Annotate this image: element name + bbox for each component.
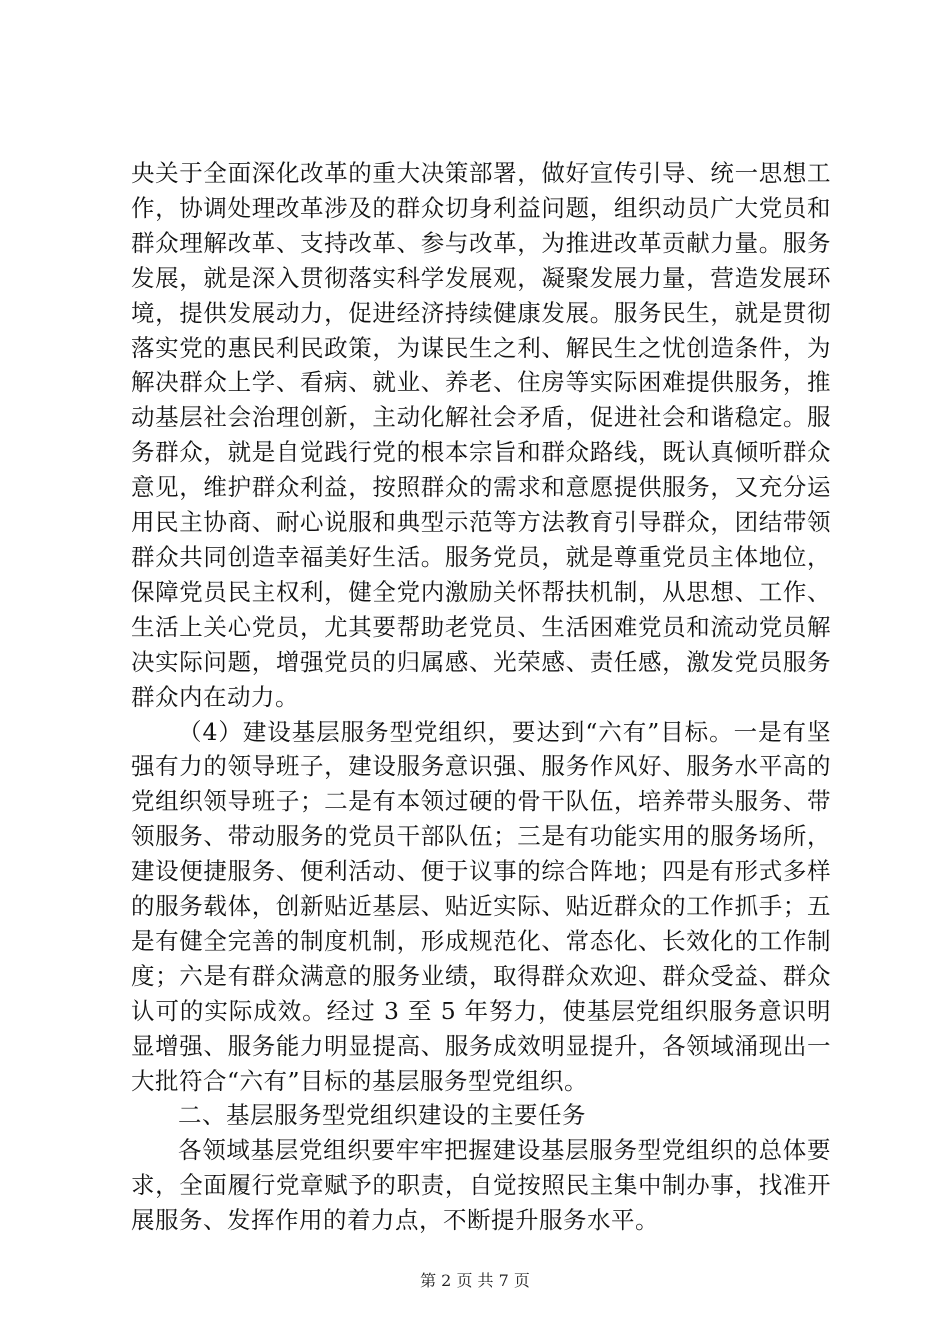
paragraph-service-content: 央关于全面深化改革的重大决策部署，做好宣传引导、统一思想工作，协调处理改革涉及的群众切身利益问题，组织动员广大党员和群众理解改革、支持改革、参与改革，为推进改革贡献力量。服务发展，就是深入贯彻落实科学发展观，凝聚发展力量，营造发展环境，提供发展动力，促进经济持续健康发展。服务民生，就是贯彻落实党的惠民利民政策，为谋民生之利、解民生之忧创造条件，为解决群众上学、看病、就业、养老、住房等实际困难提供服务，推动基层社会治理创新，主动化解社会矛盾，促进社会和谐稳定。服务群众，就是自觉践行党的根本宗旨和群众路线，既认真倾听群众意见，维护群众利益，按照群众的需求和意愿提供服务，又充分运用民主协商、耐心说服和典型示范等方法教育引导群众，团结带领群众共同创造幸福美好生活。服务党员，就是尊重党员主体地位，保障党员民主权利，健全党内激励关怀帮扶机制，从思想、工作、生活上关心党员，尤其要帮助老党员、生活困难党员和流动党员解决实际问题，增强党员的归属感、光荣感、责任感，激发党员服务群众内在动力。 <box>131 159 831 711</box>
paragraph-main-tasks-intro: 各领域基层党组织要牢牢把握建设基层服务型党组织的总体要求，全面履行党章赋予的职责，自觉按照民主集中制办事，找准开展服务、发挥作用的着力点，不断提升服务水平。 <box>131 1136 831 1235</box>
section-heading-main-tasks: 二、基层服务型党组织建设的主要任务 <box>178 1101 586 1130</box>
page-number-footer: 第 2 页 共 7 页 <box>420 1271 530 1290</box>
document-body <box>131 156 831 1238</box>
paragraph-six-goals: （4）建设基层服务型党组织，要达到“六有”目标。一是有坚强有力的领导班子，建设服务意识强、服务作风好、服务水平高的党组织领导班子；二是有本领过硬的骨干队伍，培养带头服务、带领服务、带动服务的党员干部队伍；三是有功能实用的服务场所，建设便捷服务、便利活动、便于议事的综合阵地；四是有形式多样的服务载体，创新贴近基层、贴近实际、贴近群众的工作抓手；五是有健全完善的制度机制，形成规范化、常态化、长效化的工作制度；六是有群众满意的服务业绩，取得群众欢迎、群众受益、群众认可的实际成效。经过 3 至 5 年努力，使基层党组织服务意识明显增强、服务能力明显提高、服务成效明显提升，各领域涌现出一大批符合“六有”目标的基层服务型党组织。 <box>131 717 831 1095</box>
